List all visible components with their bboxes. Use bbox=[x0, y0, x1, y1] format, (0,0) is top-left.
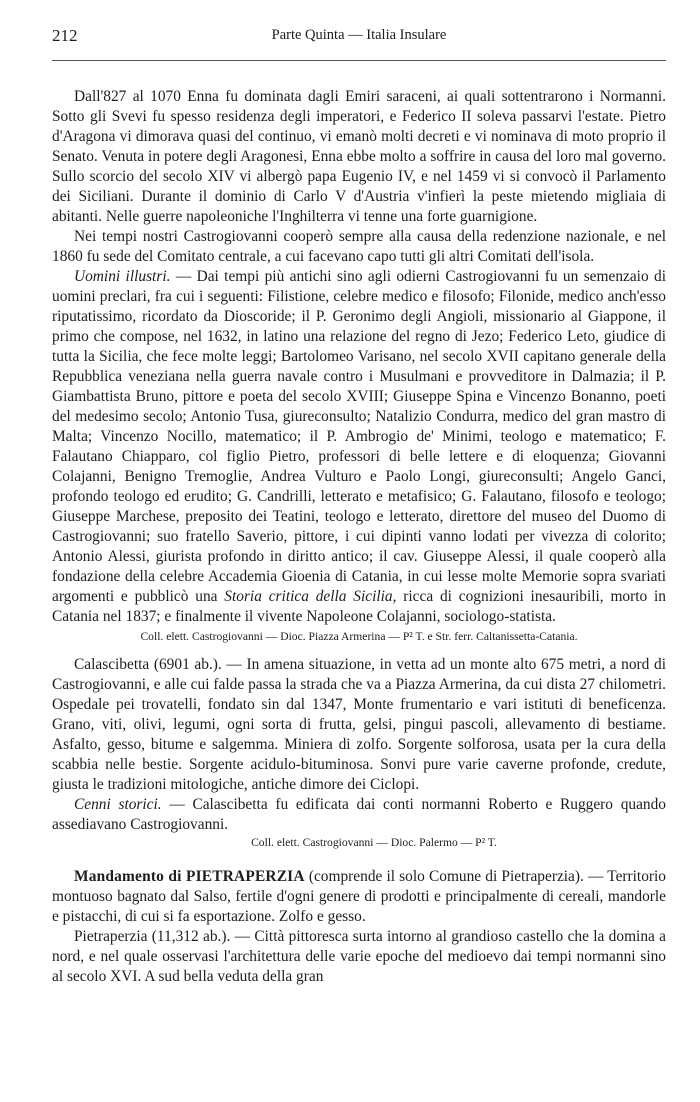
enna-modern-paragraph: Nei tempi nostri Castrogiovanni cooperò sempre alla causa della redenzione nazionale, e nel 1860 fu sede del Comitato centrale, a cui facevano capo tutti gli altri Comitati dell'isola. bbox=[52, 228, 666, 265]
uomini-illustri-text-b: , ricca di cognizioni inesauribili, morto in Catania nel 1837; e finalmente il vivente Napoleone Colajanni, sociologo-statista. bbox=[52, 588, 666, 625]
book-page bbox=[52, 26, 666, 987]
uomini-illustri-heading: Uomini illustri. bbox=[74, 268, 171, 285]
cenni-storici-heading: Cenni storici. bbox=[74, 796, 162, 813]
uomini-illustri-text-a: — Dai tempi più antichi sino agli odierni Castrogiovanni fu un semenzaio di uomini preclari, fra cui i seguenti: Filistione, celebre medico e filosofo; Filonide, medico anch'esso riputatissimo, ricordato da Dioscoride; il P. Geronimo degli Angioli, missionario al Giappone, il primo che compose, nel 1632, in latino una relazione del regno di Jezo; Federico Leto, giudice di tutta la Sicilia, che fece molte leggi; Bartolomeo Varisano, nel secolo XVII capitano generale della Repubblica veneziana nella guerra navale contro i Musulmani e provveditore in Dalmazia; il P. Giambattista Bruno, pittore e poeta del secolo XVIII; Giuseppe Spina e Vincenzo Bonanno, poeti del medesimo secolo; Antonio Tusa, giureconsulto; Natalizio Condurra, medico del gran mastro di Malta; Vincenzo Nocillo, matematico; il P. Ambrogio de' Minimi, teologo e matematico; F. Falautano Chiapparo, col figlio Pietro, professori di belle lettere e di eloquenza; Giovanni Colajanni, Benigno Tremoglie, Andrea Vulturo e Paolo Longi, giureconsulti; Angelo Ganci, profondo teologo ed erudito; G. Candrilli, letterato e metafisico; G. Falautano, filosofo e teologo; Giuseppe Marchese, preposito dei Teatini, teologo e letterato, direttore del museo del Duomo di Castrogiovanni; suo fratello Saverio, pittore, i cui dipinti vanno lodati per vivezza di colorito; Antonio Alessi, giurista profondo in diritto antico; il cav. Giuseppe Alessi, il quale cooperò alla fondazione della celebre Accademia Gioenia di Catania, in cui lesse molte Memorie sopra svariati argomenti e pubblicò una bbox=[52, 268, 666, 605]
running-head bbox=[52, 26, 666, 50]
enna-history-paragraph: Dall'827 al 1070 Enna fu dominata dagli Emiri saraceni, ai quali sottentrarono i Normanni. Sotto gli Svevi fu spesso residenza degli imperatori, e Federico II soleva passarvi l'estate. Pietro d'Aragona vi dimorava quasi del continuo, vi emanò molti decreti e vi nominava di moto proprio il Senato. Venuta in potere degli Aragonesi, Enna ebbe molto a soffrire in causa del loro mal governo. Sullo scorcio del secolo XIV vi albergò papa Eugenio IV, e nel 1459 vi si convocò il Parlamento dei Siciliani. Durante il dominio di Carlo V d'Austria v'infierì la peste mietendo migliaia di abitanti. Nelle guerre napoleoniche l'Inghilterra vi tenne una forte guarnigione. bbox=[52, 88, 666, 225]
enna-collegio-note: Coll. elett. Castrogiovanni — Dioc. Piazza Armerina — P² T. e Str. ferr. Caltanissetta-Catania. bbox=[140, 630, 578, 643]
pietraperzia-comune-paragraph: Pietraperzia (11,312 ab.). — Città pittoresca surta intorno al grandioso castello che la domina a nord, e nel quale osservasi l'architettura delle varie epoche del medioevo dai tempi normanni sino al secolo XVI. A sud bella veduta della gran bbox=[52, 928, 666, 985]
mandamento-pietraperzia-text: (comprende il solo Comune di Pietraperzia). — Territorio montuoso bagnato dal Salso, fertile d'ogni genere di prodotti e principalmente di cereali, mandorle e pistacchi, di cui si fa esportazione. Zolfo e gesso. bbox=[52, 868, 667, 925]
running-title: Parte Quinta — Italia Insulare bbox=[271, 27, 447, 43]
mandamento-pietraperzia-label: Mandamento di PIETRAPERZIA bbox=[74, 868, 305, 885]
mandamento-pietraperzia-paragraph bbox=[52, 867, 666, 927]
calascibetta-cenni-paragraph bbox=[52, 795, 666, 835]
calascibetta-collegio-note: Coll. elett. Castrogiovanni — Dioc. Palermo — P² T. bbox=[251, 836, 497, 849]
body-text bbox=[52, 87, 666, 987]
header-rule bbox=[52, 60, 666, 61]
page-number: 212 bbox=[52, 26, 78, 45]
storia-critica-title: Storia critica della Sicilia bbox=[224, 588, 393, 605]
cenni-storici-text: — Calascibetta fu edificata dai conti normanni Roberto e Ruggero quando assediavano Castrogiovanni. bbox=[52, 796, 666, 833]
uomini-illustri-paragraph bbox=[52, 267, 666, 627]
calascibetta-paragraph: Calascibetta (6901 ab.). — In amena situazione, in vetta ad un monte alto 675 metri, a nord di Castrogiovanni, e alle cui falde passa la strada che va a Piazza Armerina, da cui dista 27 chilometri. Ospedale pei trovatelli, fondato sin dal 1347, Monte frumentario e vari istituti di beneficenza. Grano, viti, olivi, legumi, ogni sorta di frutta, gelsi, pingui pascoli, allevamento di bestiame. Asfalto, gesso, bitume e salgemma. Miniera di zolfo. Sorgente solforosa, usata per la cura della scabbia nelle bestie. Sorgente acidulo-bituminosa. Sonvi pure varie caverne profonde, credute, giusta le tradizioni mitologiche, antiche dimore dei Ciclopi. bbox=[52, 656, 666, 793]
